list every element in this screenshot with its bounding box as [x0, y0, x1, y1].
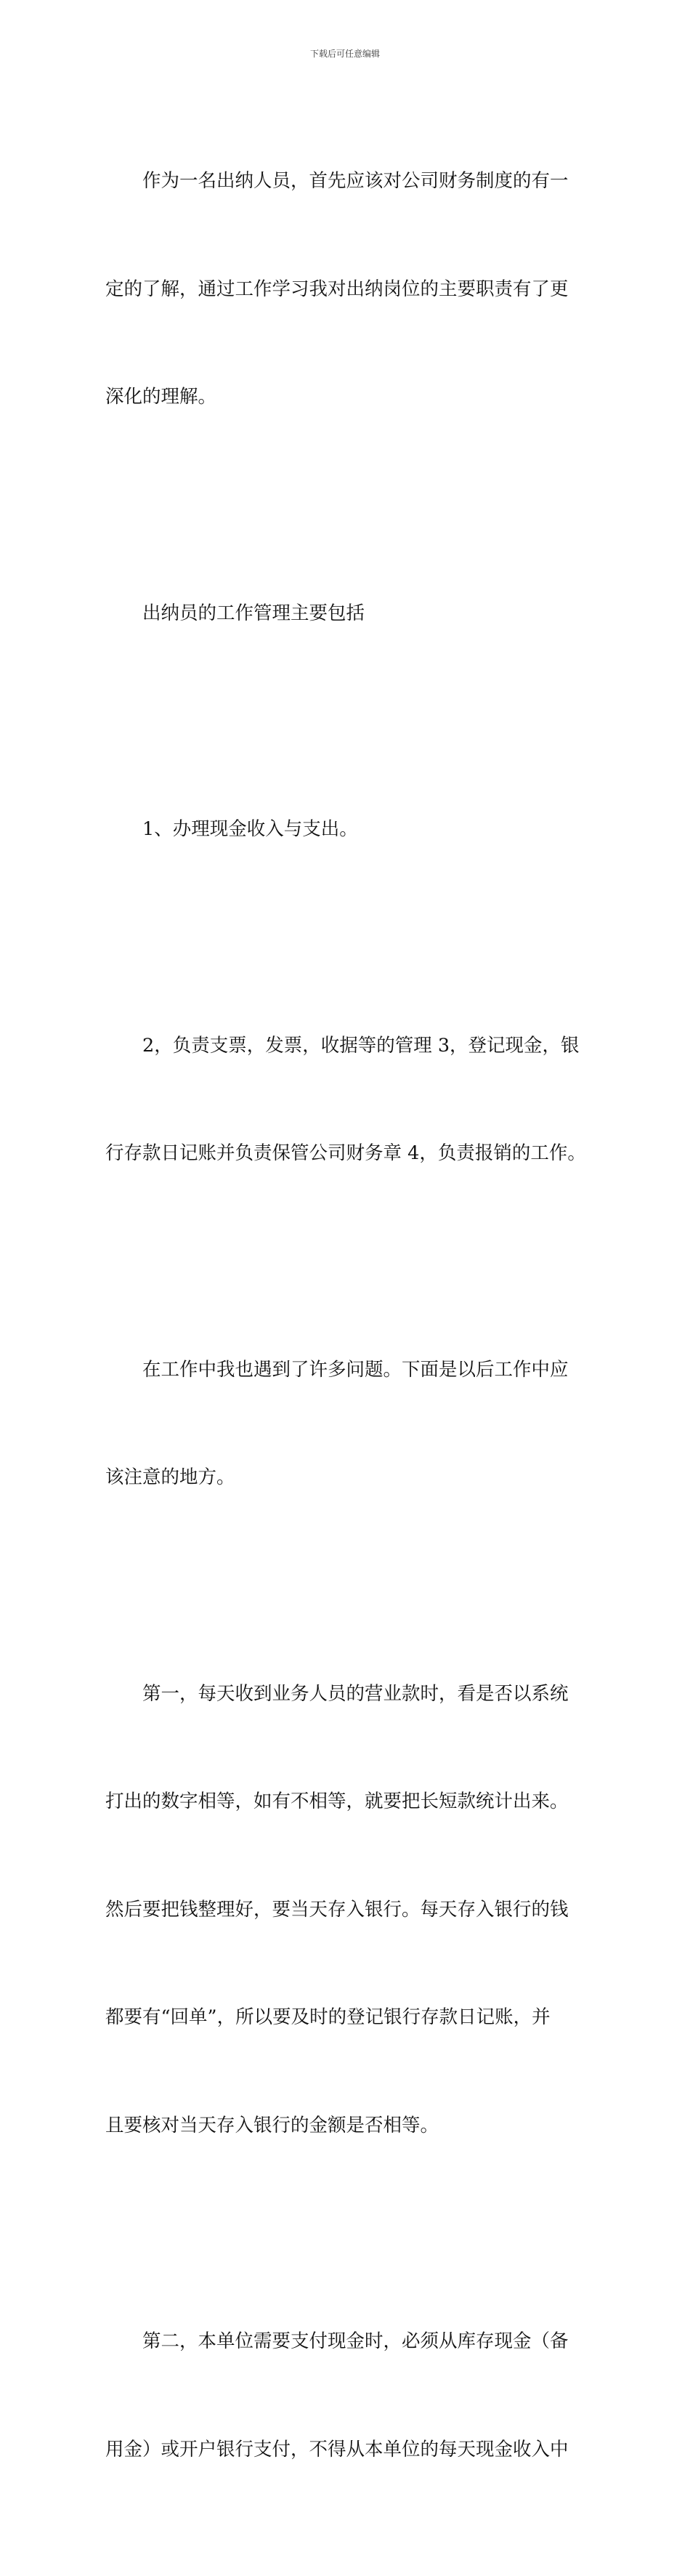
paragraph-line: 第一，每天收到业务人员的营业款时，看是否以系统: [142, 1682, 569, 1705]
paragraph-line: 且要核对当天存入银行的金额是否相等。: [105, 2114, 439, 2136]
paragraph-duties-heading: [105, 524, 588, 704]
paragraph-line: 1、办理现金收入与支出。: [142, 818, 358, 840]
paragraph-duty-1: [105, 740, 588, 920]
paragraph-line: 该注意的地方。: [105, 1466, 235, 1488]
paragraph-line: 打出的数字相等，如有不相等，就要把长短款统计出来。: [105, 1790, 569, 1812]
paragraph-line: 定的了解，通过工作学习我对出纳岗位的主要职责有了更: [105, 278, 569, 300]
paragraph-first-point: [105, 1604, 588, 2216]
paragraph-line: 2，负责支票，发票，收据等的管理 3，登记现金，银: [142, 1034, 580, 1057]
paragraph-line: 用金）或开户银行支付，不得从本单位的每天现金收入中: [105, 2438, 569, 2460]
header-note: 下载后可任意编辑: [309, 49, 380, 59]
paragraph-intro: [105, 92, 588, 488]
paragraph-line: 出纳员的工作管理主要包括: [142, 602, 365, 624]
paragraph-line: 行存款日记账并负责保管公司财务章 4，负责报销的工作。: [105, 1142, 586, 1164]
paragraph-line: 第二，本单位需要支付现金时，必须从库存现金（备: [142, 2330, 569, 2352]
paragraph-line: 在工作中我也遇到了许多问题。下面是以后工作中应: [142, 1358, 569, 1381]
paragraph-line: 作为一名出纳人员，首先应该对公司财务制度的有一: [142, 170, 569, 192]
document-body: [105, 92, 588, 2576]
paragraph-duty-2-4: [105, 956, 588, 1244]
paragraph-second-point: [105, 2252, 588, 2540]
paragraph-line: 深化的理解。: [105, 386, 217, 408]
paragraph-line: 都要有“回单”，所以要及时的登记银行存款日记账，并: [105, 2006, 551, 2028]
paragraph-problems: [105, 1280, 588, 1568]
paragraph-line: 然后要把钱整理好，要当天存入银行。每天存入银行的钱: [105, 1898, 569, 1921]
